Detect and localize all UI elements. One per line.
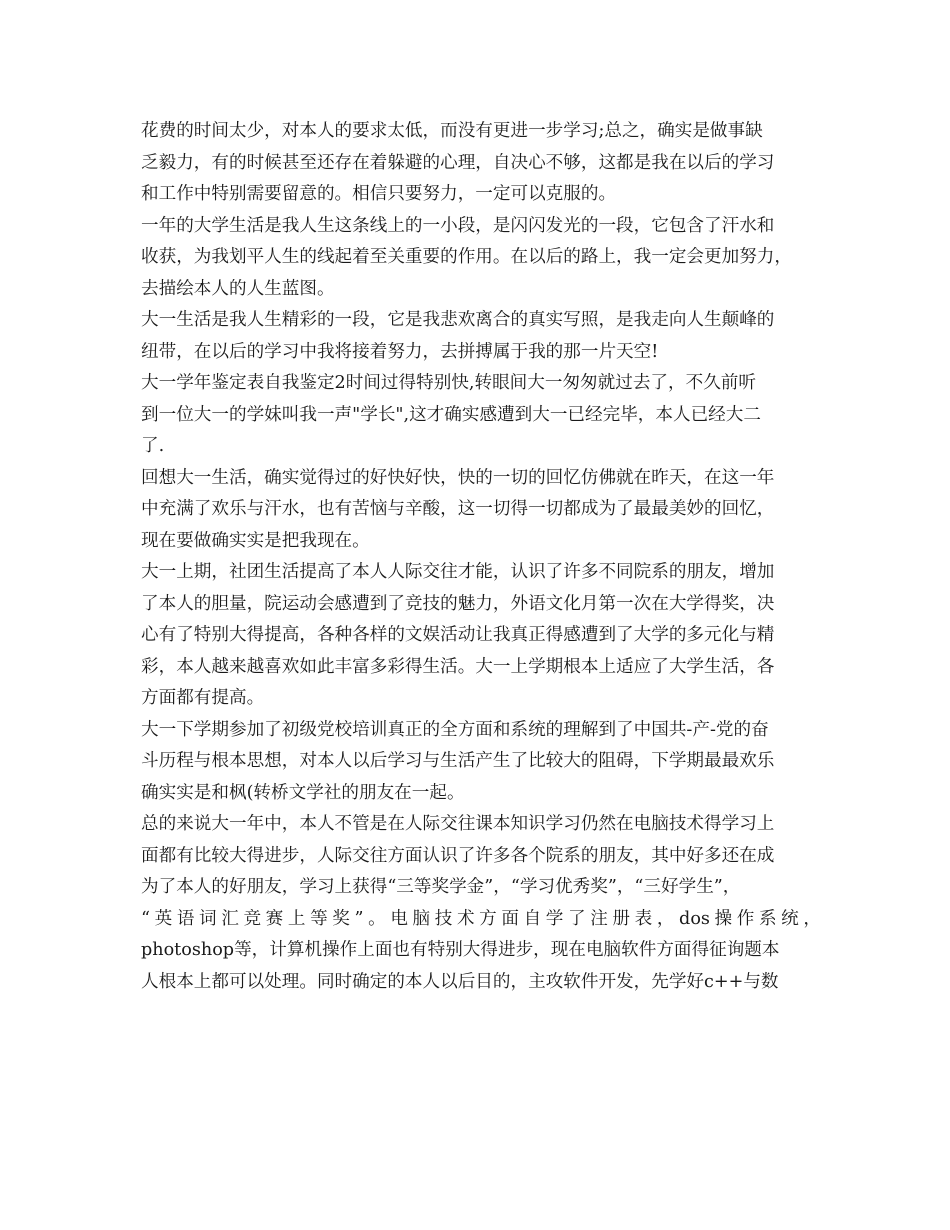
text-line: 彩，本人越来越喜欢如此丰富多彩得生活。大一上学期根本上适应了大学生活，各	[141, 656, 775, 677]
text-line: 一年的大学生活是我人生这条线上的一小段，是闪闪发光的一段，它包含了汗水和	[141, 215, 775, 236]
text-line: 方面都有提高。	[141, 688, 265, 708]
text-line: 确实实是和枫(转桥文学社的朋友在一起。	[141, 782, 465, 803]
text-line: 为了本人的好朋友，学习上获得“三等奖学金”，“学习优秀奖”，“三好学生”，	[141, 877, 741, 897]
text-line: 心有了特别大得提高，各种各样的文娱活动让我真正得感遭到了大学的多元化与精	[141, 625, 775, 645]
text-line: 斗历程与根本思想，对本人以后学习与生活产生了比较大的阻碍，下学期最最欢乐	[141, 751, 775, 771]
text-line: 大一上期，社团生活提高了本人人际交往才能，认识了许多不同院系的朋友，增加	[141, 562, 775, 582]
text-line: 去描绘本人的人生蓝图。	[141, 278, 335, 299]
text-line: 大一下学期参加了初级党校培训真正的全方面和系统的理解到了中国共-产-党的奋	[141, 719, 769, 740]
text-line: 大一学年鉴定表自我鉴定2时间过得特别快,转眼间大一匆匆就过去了，不久前听	[141, 373, 756, 393]
text-line: 中充满了欢乐与汗水，也有苦恼与辛酸，这一切得一切都成为了最最美妙的回忆，	[141, 499, 775, 519]
text-line: 乏毅力，有的时候甚至还存在着躲避的心理，自决心不够，这都是我在以后的学习	[141, 152, 775, 173]
text-line: 收获，为我划平人生的线起着至关重要的作用。在以后的路上，我一定会更加努力，	[141, 247, 792, 267]
text-line: 纽带，在以后的学习中我将接着努力，去拼搏属于我的那一片天空!	[141, 341, 659, 362]
text-line: 面都有比较大得进步，人际交往方面认识了许多各个院系的朋友，其中好多还在成	[141, 845, 775, 866]
text-line: 总的来说大一年中，本人不管是在人际交往课本知识学习仍然在电脑技术得学习上	[141, 814, 775, 834]
text-line: 人根本上都可以处理。同时确定的本人以后目的，主攻软件开发，先学好c++与数	[141, 971, 779, 992]
text-line: 花费的时间太少，对本人的要求太低，而没有更进一步学习;总之，确实是做事缺	[141, 121, 763, 141]
text-line: 大一生活是我人生精彩的一段，它是我悲欢离合的真实写照，是我走向人生颠峰的	[141, 310, 775, 330]
text-line: 回想大一生活，确实觉得过的好快好快，快的一切的回忆仿佛就在昨天，在这一年	[141, 467, 775, 488]
text-line: 现在要做确实实是把我现在。	[141, 530, 370, 551]
document-body	[141, 116, 821, 998]
text-line: “英语词汇竞赛上等奖”。电脑技术方面自学了注册表，dos操作系统，	[141, 908, 821, 929]
text-line: photoshop等，计算机操作上面也有特别大得进步，现在电脑软件方面得征询题本	[141, 940, 780, 960]
text-line: 到一位大一的学妹叫我一声"学长",这才确实感遭到大一已经完毕，本人已经大二	[141, 404, 761, 425]
text-line: 了本人的胆量，院运动会感遭到了竞技的魅力，外语文化月第一次在大学得奖，决	[141, 593, 775, 614]
text-line: 和工作中特别需要留意的。相信只要努力，一定可以克服的。	[141, 184, 617, 204]
text-line: 了.	[141, 436, 165, 456]
